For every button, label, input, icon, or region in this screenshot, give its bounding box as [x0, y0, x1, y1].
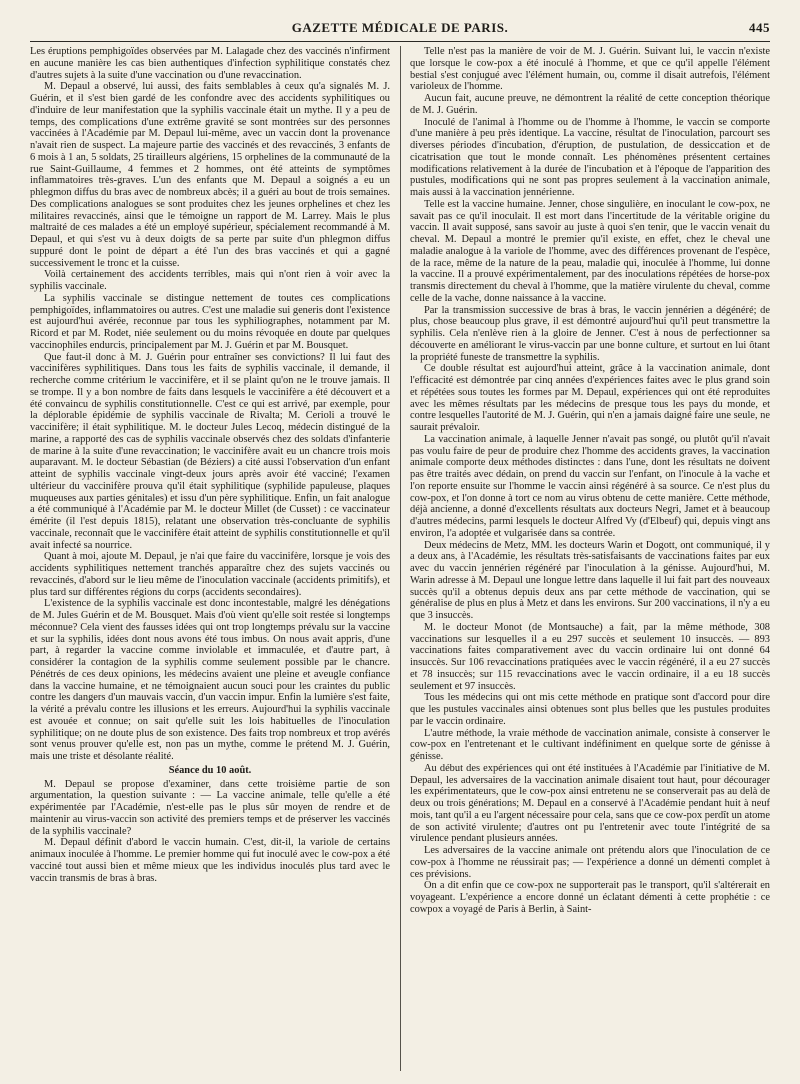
- paragraph: Au début des expériences qui ont été instituées à l'Académie par l'initiative de M. Depaul, les adversaires de la vaccination animale disaient tout haut, pour décourager les expérimentateurs, que le cow-pox ainsi entretenu ne se conserverait pas au delà de deux ou trois générations; M. Depaul en a conservé à l'Académie pendant huit à neuf mois, tant qu'il a eu l'argent nécessaire pour cela, sans que ce cow-pox perdît un atome de son activité virulente; d'autres ont pu l'entretenir avec toute l'intégrité de sa virulence pendant plusieurs années.: [410, 762, 770, 845]
- paragraph: Telle n'est pas la manière de voir de M. J. Guérin. Suivant lui, le vaccin n'existe que lorsque le cow-pox a été inoculé à l'homme, et que ce qu'il appelle l'élément bestial s'est conjugué avec l'élément humain, ou, comme il disait autrefois, l'élément varioleux de l'homme.: [410, 46, 770, 93]
- paragraph: Inoculé de l'animal à l'homme ou de l'homme à l'homme, le vaccin se comporte d'une manière à peu près identique. La vaccine, résultat de l'inoculation, parcourt ses diverses périodes d'incubation, d'éruption, de pustulation, de dessiccation et de cicatrisation que tout le monde connaît. Les phénomènes présentent certaines modifications relativement à la durée de l'incubation et à l'époque de l'apparition des pustules, modifications qui ne sont pas propres seulement à la vaccination animale, mais aussi à la vaccination jennérienne.: [410, 116, 770, 198]
- right-column: [410, 46, 770, 1071]
- paragraph: Les éruptions pemphigoïdes observées par M. Lalagade chez des vaccinés n'infirment en aucune manière les cas bien authentiques d'infection syphilitique constatés chez d'autres sujets à la suite d'une vaccination ou d'une revaccination.: [30, 46, 390, 81]
- page-number: 445: [749, 20, 770, 35]
- paragraph: Voilà certainement des accidents terribles, mais qui n'ont rien à voir avec la syphilis vaccinale.: [30, 269, 390, 292]
- journal-title: GAZETTE MÉDICALE DE PARIS.: [291, 20, 509, 35]
- paragraph: Les adversaires de la vaccine animale ont prétendu alors que l'inoculation de ce cow-pox à l'homme ne réussirait pas; — l'expérience a donné un démenti complet à ces prévisions.: [410, 845, 770, 880]
- column-divider: [400, 46, 401, 1071]
- paragraph: Par la transmission successive de bras à bras, le vaccin jennérien a dégénéré; de plus, chose beaucoup plus grave, il est démontré aujourd'hui qu'il peut transmettre la syphilis. Cela n'enlève rien à la gloire de Jenner. C'est à nous de perfectionner sa découverte en améliorant le virus-vaccin par une bonne culture, et surtout en lui ôtant la propriété funeste de transmettre la syphilis.: [410, 304, 770, 363]
- paragraph: M. Depaul a observé, lui aussi, des faits semblables à ceux qu'a signalés M. J. Guérin, et il s'est bien gardé de les confondre avec des accidents syphilitiques ou d'induire de leur manifestation que la syphilis vaccinale était un mythe. Il y a peu de temps, des complications d'une extrême gravité se sont montrées sur des personnes vaccinées à l'Académie par M. Depaul lui-même, avec un vaccin dont la provenance n'avait rien de suspect. La majeure partie des vaccinés et des revaccinés, 3 enfants de 6 mois à 1 an, 5 soldats, 25 tirailleurs algériens, 15 orphelines de la communauté de la rue Saint-Guillaume, 4 femmes et 2 hommes, ont été atteints de symptômes inflammatoires très-graves. L'un des enfants que M. Depaul a soignés a eu un phlegmon diffus du bras avec de nombreux abcès; il a guéri au bout de trois semaines. Des complications analogues se sont produites chez les jeunes orphelines et chez les militaires revaccinés, ainsi que le témoigne un rapport de M. Larrey. Mais le plus maltraité de ces malades a été un employé supérieur, spécialement recommandé à M. Depaul, et qui s'est vu à deux doigts de sa perte par suite d'un phlegmon diffus suppuré dont le point de départ a été l'un des bras vaccinés et qui a gagné successivement le tronc et la cuisse.: [30, 81, 390, 269]
- page-header: [30, 20, 770, 38]
- paragraph: On a dit enfin que ce cow-pox ne supporterait pas le transport, qu'il s'altérerait en voyageant. L'expérience a encore donné un éclatant démenti à cette prophétie : ce cowpox a voyagé de Paris à Berlin, à Saint-: [410, 880, 770, 915]
- paragraph: Tous les médecins qui ont mis cette méthode en pratique sont d'accord pour dire que les pustules vaccinales ainsi obtenues sont plus belles que les pustules produites par le vaccin ordinaire.: [410, 692, 770, 727]
- left-column: [30, 46, 390, 1071]
- paragraph: Telle est la vaccine humaine. Jenner, chose singulière, en inoculant le cow-pox, ne savait pas ce qu'il inoculait. Il est mort dans l'incertitude de la véritable origine du vaccin. Il avait supposé, sans savoir au juste à quoi s'en tenir, que le vaccin venait du cheval. M. Depaul a montré le premier qu'il existe, en effet, chez le cheval une maladie analogue à la variole de l'homme, avec des différences provenant de l'espèce, de la race, même de la nature de la peau, maladie qui, inoculée à l'homme, lui donne la vaccine. Il a prouvé expérimentalement, par des inoculations répétées de horse-pox transmis directement du cheval à l'homme, que la matière virulente du cheval, comme celle de la vache, donne naissance à la vaccine.: [410, 198, 770, 304]
- header-rule: [30, 41, 770, 42]
- paragraph: L'autre méthode, la vraie méthode de vaccination animale, consiste à conserver le cow-pox en l'entretenant et le cultivant indéfiniment en quelque sorte de génisse à génisse.: [410, 727, 770, 762]
- paragraph: Quant à moi, ajoute M. Depaul, je n'ai que faire du vaccinifère, lorsque je vois des accidents syphilitiques nettement tranchés apparaître chez des sujets vaccinés ou revaccinés, d'abord sur le lieu même de l'inoculation vaccinale (accidents primitifs), et plus tard sur différentes régions du corps (accidents secondaires).: [30, 551, 390, 598]
- section-heading: Séance du 10 août.: [168, 764, 252, 776]
- paragraph: M. le docteur Monot (de Montsauche) a fait, par la même méthode, 308 vaccinations sur lesquelles il a eu 297 succès et seulement 10 insuccès. — 893 vaccinations faites comparativement avec du vaccin ordinaire lui ont donné 64 insuccès. Sur 106 revaccinations pratiquées avec le vaccin régénéré, il a eu 27 succès et 78 insuccès; sur 115 revaccinations avec le vaccin ordinaire, il a eu 18 succès seulement et 97 insuccès.: [410, 621, 770, 692]
- paragraph: La vaccination animale, à laquelle Jenner n'avait pas songé, ou plutôt qu'il n'avait pas voulu faire de peur de produire chez l'homme des accidents graves, la vaccination animale comporte deux méthodes distinctes : dans l'une, dont les résultats ne doivent pas être traités avec dédain, on prend du vaccin sur l'enfant, on l'inocule à la vache et l'on reporte ensuite sur l'homme le vaccin ainsi régénéré à sa source. Ce n'est plus du cow-pox, et l'on donne à tort ce nom au virus obtenu de cette manière. Cette méthode, déjà ancienne, a donné d'excellents résultats aux docteurs Negri, Jamet et à beaucoup d'autres médecins, parmi lesquels le docteur Alfred Vy (d'Elbeuf) qui, depuis vingt ans environ, l'a adoptée et vulgarisée dans sa contrée.: [410, 433, 770, 539]
- paragraph: M. Depaul définit d'abord le vaccin humain. C'est, dit-il, la variole de certains animaux inoculée à l'homme. Le premier homme qui fut inoculé avec le cow-pox a été vacciné tout aussi bien et même mieux que les individus inoculés plus tard avec le vaccin transmis de bras à bras.: [30, 837, 390, 884]
- paragraph: Aucun fait, aucune preuve, ne démontrent la réalité de cette conception théorique de M. J. Guérin.: [410, 93, 770, 116]
- article-columns: [30, 46, 770, 1071]
- paragraph: M. Depaul se propose d'examiner, dans cette troisième partie de son argumentation, la question suivante : — La vaccine animale, telle qu'elle a été expérimentée par l'Académie, n'est-elle pas le plus sûr moyen de rendre et de maintenir au virus-vaccin son activité des premiers temps et de préserver les vaccinés de la syphilis vaccinale?: [30, 778, 390, 837]
- paragraph: Que faut-il donc à M. J. Guérin pour entraîner ses convictions? Il lui faut des vaccinifères syphilitiques. Dans tous les faits de syphilis vaccinale, il demande, il recherche comme critérium le vaccinifère, et il se plaint qu'on ne le trouve jamais. Il se trompe. Il y a bon nombre de faits dans lesquels le vaccinifère a été découvert et a été convaincu de syphilis constitutionnelle. C'est ce qui est arrivé, par exemple, pour la déplorable épidémie de syphilis vaccinale de Rivalta; M. Cerioli a trouvé le vaccinifère; il était syphilitique. M. le docteur Jules Lecoq, médecin distingué de la marine, a rapporté des cas de syphilis vaccinale observés chez des soldats d'infanterie de marine à la suite d'une revaccination; le vaccinifère avait eu un chancre trois mois auparavant. M. le docteur Sébastian (de Béziers) a cité aussi l'observation d'un enfant atteint de syphilis vaccinale vingt-deux jours après avoir été vacciné; l'examen ultérieur du vaccinifère prouva qu'il était syphilitique (syphilide papuleuse, plaques muqueuses aux parties génitales) et issu d'un père syphilitique. Enfin, un fait analogue a été communiqué à l'Académie par M. le docteur Millet (de Cusset) : ce vaccinateur émérite (il l'est depuis 1815), relatant une observation très-concluante de syphilis vaccinale, reconnaît que le vaccinifère était atteint de syphilis constitutionnelle et qu'il avait infecté sa nourrice.: [30, 351, 390, 551]
- paragraph: L'existence de la syphilis vaccinale est donc incontestable, malgré les dénégations de M. Jules Guérin et de M. Bousquet. Mais d'où vient qu'elle soit restée si longtemps méconnue? Cela vient des fausses idées qui ont trop longtemps prévalu sur la vaccine et sur la syphilis, idées dont nous avons été tous imbus. On nous avait appris, d'une part, à regarder la vaccine comme inviolable et immaculée, et d'autre part, à considérer la contagion de la syphilis comme seulement possible par le chancre. Pénétrés de ces deux opinions, les médecins avaient une pleine et aveugle confiance dans la vaccine humaine, et ne témoignaient aucun souci pour les craintes du public contre les dangers d'un mauvais vaccin, d'un vaccin impur. Enfin la lumière s'est faite, la vérité a prévalu contre les illusions et les erreurs. Aujourd'hui la syphilis vaccinale est avouée et connue; on sait qu'elle suit les lois habituelles de l'inoculation syphilitique; on ne doute plus de son existence. Des faits trop nombreux et trop avérés sont venus prouver qu'elle est, non pas un mythe, comme le prétend M. J. Guérin, mais une triste et désolante réalité.: [30, 598, 390, 762]
- paragraph: Ce double résultat est aujourd'hui atteint, grâce à la vaccination animale, dont l'efficacité est démontrée par cinq années d'expériences faites avec le plus grand soin et répétées sous toutes les formes par M. Depaul, expériences qui ont été reproduites avec les mêmes résultats par les médecins de presque tous les pays du monde, et contre lesquelles l'autorité de M. J. Guérin, qui n'en a jamais daigné faire une seule, ne saurait prévaloir.: [410, 363, 770, 433]
- paragraph: Deux médecins de Metz, MM. les docteurs Warin et Dogott, ont communiqué, il y a deux ans, à l'Académie, les résultats très-satisfaisants de vaccinations faites par eux avec du vaccin jennérien régénéré par l'inoculation à la génisse. Aujourd'hui, M. Warin adresse à M. Depaul une longue lettre dans laquelle il lui fait part des nouveaux succès qu'il a obtenus depuis deux ans par cette méthode de vaccination, qui se généralise de plus en plus à Metz et dans les environs. Sur 200 vaccinations, il n'y a eu que 3 insuccès.: [410, 539, 770, 621]
- paragraph: La syphilis vaccinale se distingue nettement de toutes ces complications pemphigoïdes, inflammatoires ou autres. C'est une maladie sui generis dont l'existence est aujourd'hui avérée, reconnue par tous les syphiliographes, notamment par M. Ricord et par M. Rodet, niée seulement ou du moins révoquée en doute par quelques vaccinophiles endurcis, principalement par M. J. Guérin et par M. Bousquet.: [30, 292, 390, 351]
